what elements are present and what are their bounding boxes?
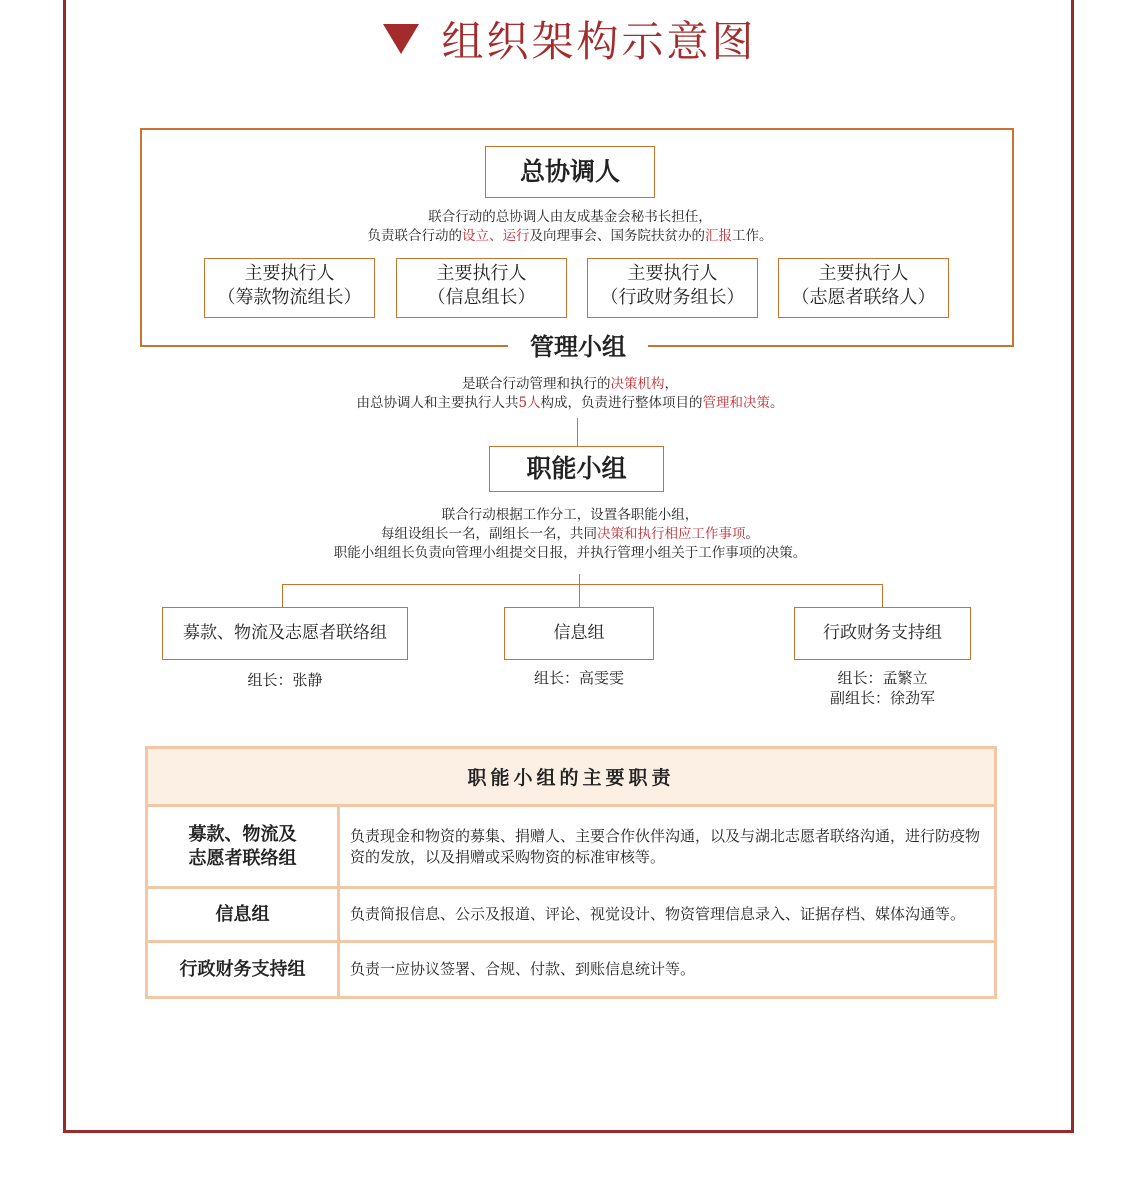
functional-groups-box: 职能小组 [489, 446, 664, 492]
triangle-down-icon [383, 24, 419, 54]
table-cell-group: 行政财务支持组 [147, 942, 339, 998]
connector-line [882, 584, 883, 607]
table-cell-group: 信息组 [147, 888, 339, 942]
group-leader: 组长：孟繁立 副组长：徐劲军 [829, 669, 935, 707]
group-box-information: 信息组 [504, 607, 654, 660]
table-row [147, 806, 996, 888]
executor-box-information: 主要执行人 （信息组长） [396, 258, 567, 318]
connector-line [282, 584, 883, 585]
executor-box-fundraising: 主要执行人 （筹款物流组长） [204, 258, 375, 318]
group-box-fundraising-logistics: 募款、物流及志愿者联络组 [162, 607, 408, 660]
connector-line [579, 574, 580, 607]
coordinator-box: 总协调人 [485, 146, 655, 198]
table-row [147, 942, 996, 998]
executor-box-volunteer: 主要执行人 （志愿者联络人） [778, 258, 949, 318]
management-description: 是联合行动管理和执行的决策机构， 由总协调人和主要执行人共5人构成，负责进行整体项目的管理和决策。 [356, 376, 784, 411]
duties-table [145, 746, 997, 999]
table-cell-duty: 负责一应协议签署、合规、付款、到账信息统计等。 [339, 942, 996, 998]
group-leader: 组长：高雯雯 [533, 669, 624, 687]
connector-line [282, 584, 283, 607]
management-group-title: 管理小组 [508, 331, 648, 363]
coordinator-description: 联合行动的总协调人由友成基金会秘书长担任， 负责联合行动的设立、运行及向理事会、国务院扶贫办的汇报工作。 [367, 209, 773, 244]
group-leader: 组长：张静 [247, 671, 323, 689]
table-header-row [147, 748, 996, 806]
table-cell-group: 募款、物流及 志愿者联络组 [147, 806, 339, 888]
table-header: 职能小组的主要职责 [147, 748, 996, 806]
functional-description: 联合行动根据工作分工，设置各职能小组， 每组设组长一名，副组长一名，共同决策和执行相应工作事项。 职能小组组长负责向管理小组提交日报，并执行管理小组关于工作事项的决策。 [333, 507, 807, 561]
connector-line [577, 418, 578, 446]
table-cell-duty: 负责简报信息、公示及报道、评论、视觉设计、物资管理信息录入、证据存档、媒体沟通等。 [339, 888, 996, 942]
table-row [147, 888, 996, 942]
table-cell-duty: 负责现金和物资的募集、捐赠人、主要合作伙伴沟通，以及与湖北志愿者联络沟通，进行防疫物资的发放，以及捐赠或采购物资的标准审核等。 [339, 806, 996, 888]
group-box-admin-finance: 行政财务支持组 [794, 607, 971, 660]
page-title: 组织架构示意图 [0, 14, 1140, 70]
executor-box-admin-finance: 主要执行人 （行政财务组长） [587, 258, 758, 318]
